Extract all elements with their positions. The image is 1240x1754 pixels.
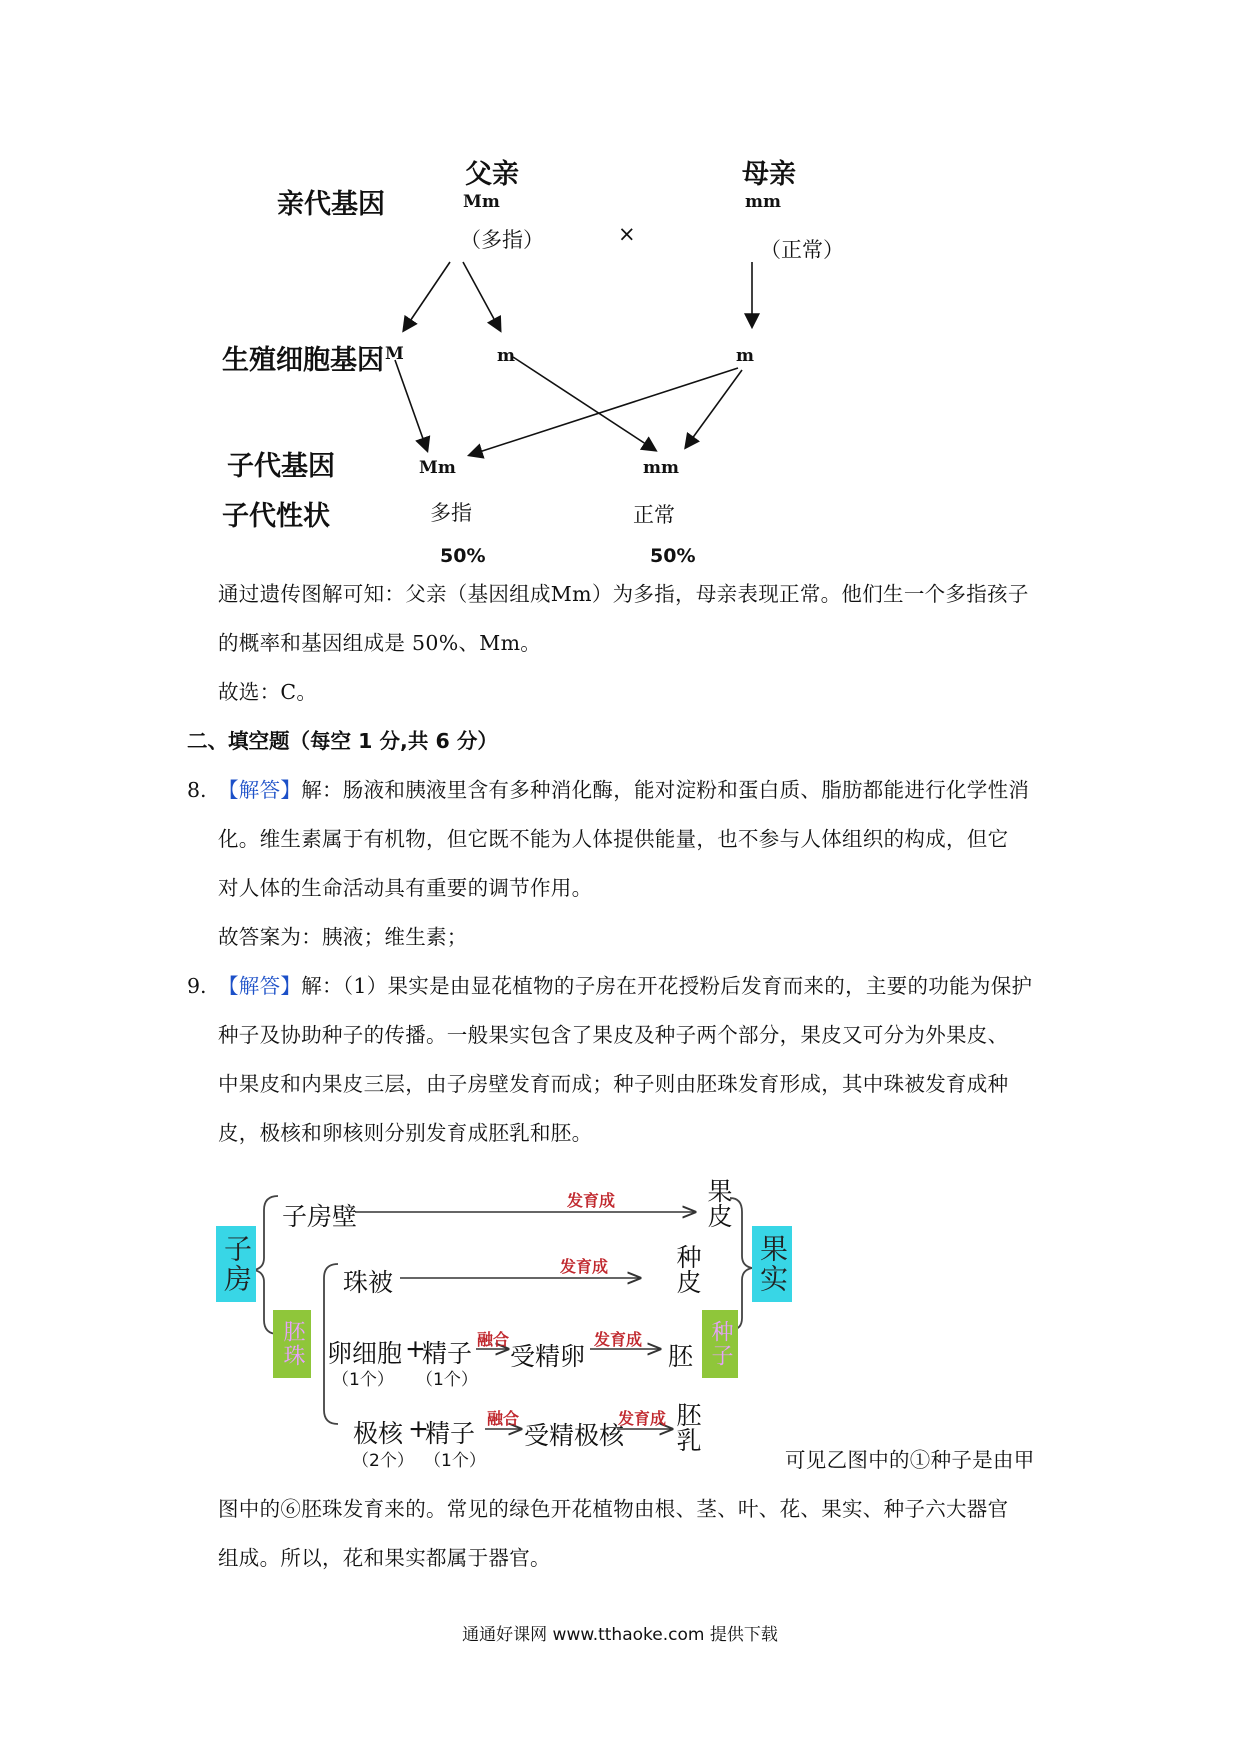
- gamete-label: 生殖细胞基因: [222, 345, 384, 376]
- q9-tag: 【解答】: [218, 974, 302, 998]
- egg-cell: 卵细胞: [327, 1339, 403, 1368]
- fuse-1: 融合: [477, 1330, 510, 1349]
- egg-count: （1个）: [332, 1370, 394, 1390]
- q7-line-2: 的概率和基因组成是 50%、Mm。: [218, 631, 542, 655]
- q9-line-1-text: 解：（1）果实是由显花植物的子房在开花授粉后发育而来的，主要的功能为保护: [301, 974, 1033, 998]
- gamete-M: M: [385, 344, 404, 364]
- zygote: 受精卵: [510, 1342, 586, 1371]
- offspring-gene-label: 子代基因: [227, 451, 335, 482]
- q9-line-4: 皮，极核和卵核则分别发育成胚乳和胚。: [218, 1121, 593, 1145]
- develops-into-3: 发育成: [594, 1330, 643, 1349]
- sperm-1: 精子: [422, 1339, 473, 1368]
- pericarp-text: 果皮: [704, 1178, 733, 1228]
- q8-answer: 故答案为：胰液；维生素；: [218, 925, 468, 949]
- ovule-box: [273, 1310, 311, 1378]
- offspring-percent-2: 50%: [650, 545, 696, 567]
- develops-into-4: 发育成: [618, 1409, 667, 1428]
- q7-line-1: 通过遗传图解可知：父亲（基因组成Mm）为多指，母亲表现正常。他们生一个多指孩子: [218, 582, 1029, 606]
- ovary-box: [216, 1226, 256, 1302]
- ovule-label: 胚珠: [280, 1320, 305, 1368]
- father-gene: Mm: [463, 192, 500, 212]
- endosperm: [669, 1402, 705, 1456]
- develops-into-1: 发育成: [567, 1191, 616, 1210]
- ovary-label: 子房: [220, 1234, 253, 1294]
- q9-line-2: 种子及协助种子的传播。一般果实包含了果皮及种子两个部分，果皮又可分为外果皮、: [218, 1023, 1009, 1047]
- fertilized-polar: 受精极核: [524, 1421, 625, 1450]
- mother-trait: （正常）: [760, 238, 844, 262]
- q9-body-2: [218, 1485, 1058, 1583]
- endosperm-text: 胚乳: [673, 1402, 702, 1452]
- q9-number-text: 9.: [187, 974, 207, 998]
- integument: 珠被: [343, 1268, 394, 1297]
- ovary-wall: 子房壁: [282, 1202, 358, 1231]
- offspring-percent-1: 50%: [440, 545, 486, 567]
- q9-after-diagram: 可见乙图中的①种子是由甲: [785, 1448, 1035, 1472]
- embryo: 胚: [668, 1342, 694, 1371]
- seed-coat-text: 种皮: [673, 1244, 702, 1294]
- offspring-trait-2: 正常: [633, 503, 675, 527]
- seed-coat: [669, 1244, 705, 1298]
- parent-gene-label: 亲代基因: [277, 189, 385, 220]
- section-two-title: 二、填空题（每空 1 分,共 6 分）: [187, 729, 498, 753]
- sperm-count-1: （1个）: [416, 1370, 478, 1390]
- sperm-2: 精子: [425, 1419, 476, 1448]
- develops-into-2: 发育成: [560, 1257, 609, 1276]
- cross-symbol: ×: [618, 222, 636, 246]
- q8-line-2: 化。维生素属于有机物，但它既不能为人体提供能量，也不参与人体组织的构成，但它: [218, 827, 1009, 851]
- footer-text: 通通好课网 www.tthaoke.com 提供下载: [462, 1625, 778, 1645]
- q9-line-5: 图中的⑥胚珠发育来的。常见的绿色开花植物由根、茎、叶、花、果实、种子六大器官: [218, 1497, 1009, 1521]
- fruit-box: [752, 1226, 792, 1302]
- q8-number-text: 8.: [187, 778, 207, 802]
- offspring-trait-1: 多指: [430, 501, 472, 525]
- offspring-gene-2: mm: [643, 458, 679, 478]
- q7-answer: 故选：C。: [218, 680, 318, 704]
- pericarp: [704, 1178, 733, 1228]
- plus-2: +: [408, 1414, 429, 1443]
- sperm-count-2: （1个）: [424, 1451, 486, 1471]
- plus-1: +: [405, 1334, 426, 1363]
- polar-nuclei: 极核: [353, 1419, 404, 1448]
- q8-tag: 【解答】: [218, 778, 302, 802]
- seed-label: 种子: [708, 1320, 733, 1368]
- mother-gene: mm: [745, 192, 781, 212]
- fuse-2: 融合: [487, 1409, 520, 1428]
- seed-box: [702, 1310, 738, 1378]
- gamete-m-father: m: [497, 346, 515, 366]
- offspring-trait-label: 子代性状: [222, 501, 330, 532]
- q9-line-3: 中果皮和内果皮三层，由子房壁发育而成；种子则由胚珠发育形成，其中珠被发育成种: [218, 1072, 1009, 1096]
- fruit-label: 果实: [756, 1234, 789, 1294]
- polar-count: （2个）: [352, 1451, 414, 1471]
- q8-line-1-text: 解：肠液和胰液里含有多种消化酶，能对淀粉和蛋白质、脂肪都能进行化学性消: [301, 778, 1030, 802]
- q9-line-6: 组成。所以，花和果实都属于器官。: [218, 1546, 551, 1570]
- q8-line-3: 对人体的生命活动具有重要的调节作用。: [218, 876, 593, 900]
- gamete-m-mother: m: [736, 346, 754, 366]
- father-label: 父亲: [465, 159, 519, 190]
- mother-label: 母亲: [742, 159, 796, 190]
- father-trait: （多指）: [460, 228, 544, 252]
- offspring-gene-1: Mm: [419, 458, 456, 478]
